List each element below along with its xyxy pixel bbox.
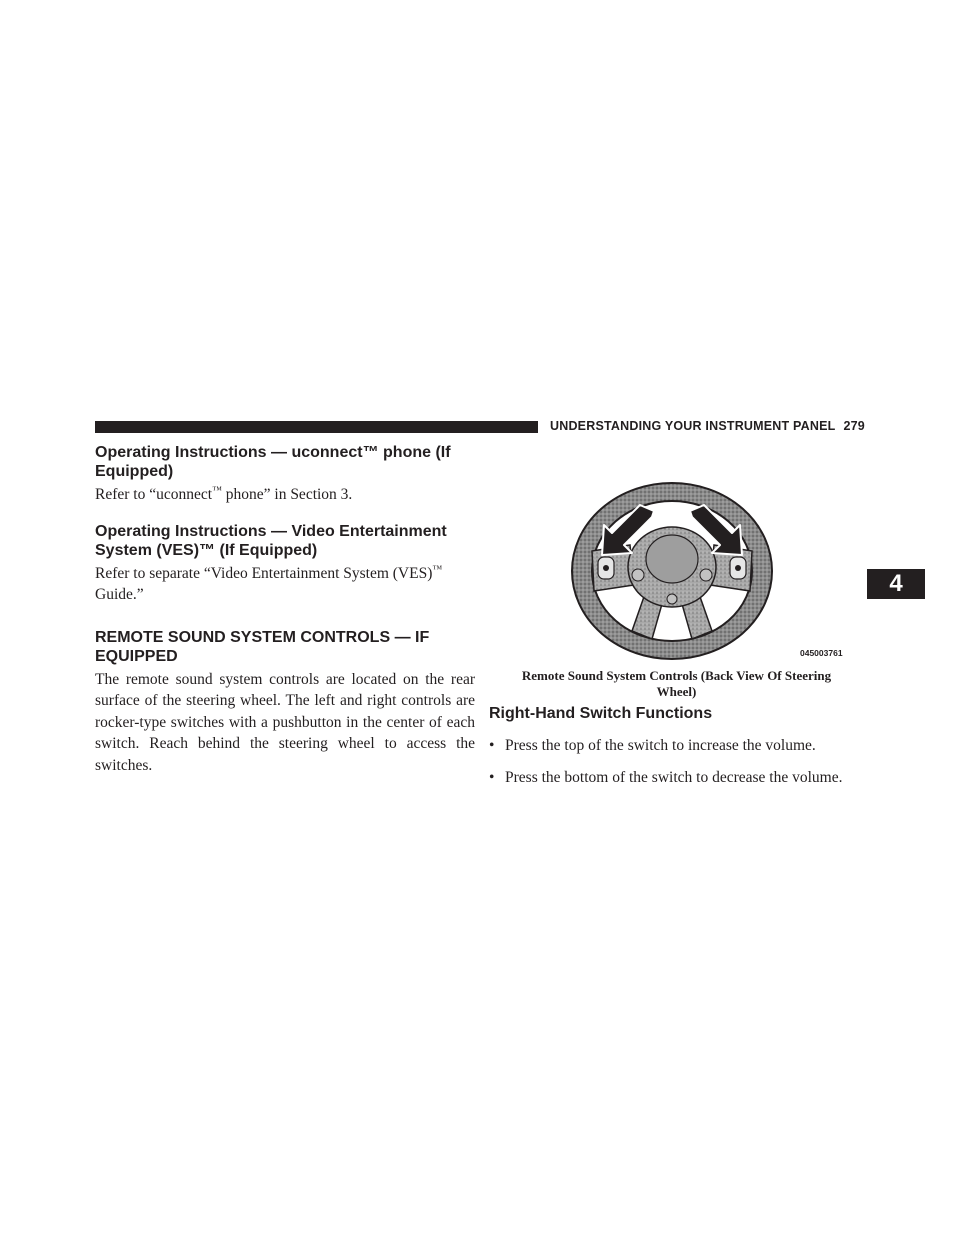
paragraph-ves: Refer to separate “Video Entertainment System (VES)™ Guide.” — [95, 563, 443, 603]
header-section-title: UNDERSTANDING YOUR INSTRUMENT PANEL — [550, 419, 836, 433]
list-item: • Press the top of the switch to increase the volume. — [489, 737, 816, 754]
heading-uconnect: Operating Instructions — uconnect™ phone (If Equipped) — [95, 444, 451, 480]
heading-ves: Operating Instructions — Video Entertainment System (VES)™ (If Equipped) — [95, 522, 447, 559]
heading-remote-sound-controls: REMOTE SOUND SYSTEM CONTROLS — IF EQUIPPED — [95, 628, 430, 665]
list-item: • Press the bottom of the switch to decrease the volume. — [489, 769, 843, 786]
steering-wheel-figure — [560, 479, 860, 669]
steering-wheel-icon — [572, 483, 772, 659]
chapter-tab: 4 — [867, 569, 925, 599]
page-number: 279 — [843, 419, 865, 433]
bullet-list — [489, 735, 869, 788]
paragraph-uconnect: Refer to “uconnect™ phone” in Section 3. — [95, 484, 353, 503]
figure-caption: Remote Sound System Controls (Back View Of Steering Wheel) — [521, 668, 832, 699]
running-header — [550, 419, 865, 433]
heading-right-hand-switch: Right-Hand Switch Functions — [489, 705, 713, 722]
figure-code: 045003761 — [800, 648, 843, 658]
header-rule — [95, 421, 538, 433]
right-column — [489, 704, 869, 799]
paragraph-remote-sound-controls: The remote sound system controls are located on the rear surface of the steering wheel. The left and right controls are rocker-type switches with a pushbutton in the center of each switch. Reach behind the steering wheel to access the switches. — [95, 670, 475, 774]
left-column — [95, 443, 475, 776]
